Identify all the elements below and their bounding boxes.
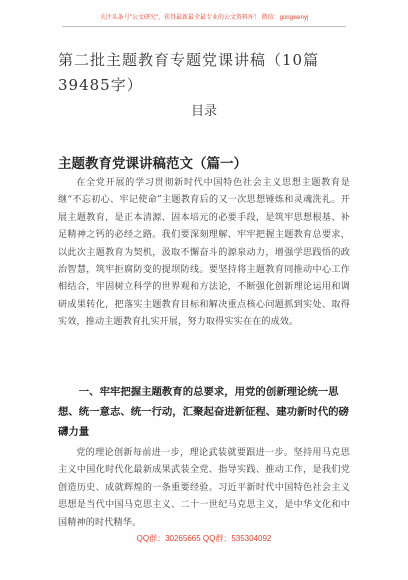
body-paragraph: 在全党开展的学习贯彻新时代中国特色社会主义思想主题教育是继“不忘初心、牢记使命”主题教育后的又一次思想锤炼和灵魂洗礼。开展主题教育，是正本清源、固本培元的必要手段，是筑牢思想根基、补足精神之钙的必经之路。我们要深刻理解、牢牢把握主题教育总要求，以此次主题教育为契机，汲取不懈奋斗的源泉动力，增强学思践悟的政治智慧，筑牢拒腐防变的提坝防线。要坚持将主题教育同推动中心工作相结合，牢固树立科学的世界观和方法论，不断强化创新理论运用和调研成果转化，把落实主题教育目标和解决重点核心问题抓到实处、取得实效，推动主题教育扎实开展，努力取得实实在在的成效。 xyxy=(58,178,350,328)
section-subheading: 一、牢牢把握主题教育的总要求，用党的创新理论统一思想、统一意志、统一行动，汇聚起奋进新征程、建功新时代的磅礴力量 xyxy=(58,387,349,438)
header-divider xyxy=(62,26,346,27)
table-of-contents-label: 目录 xyxy=(190,104,217,119)
section-title: 主题教育党课讲稿范文（篇一） xyxy=(58,156,247,171)
document-title: 第二批主题教育专题党课讲稿（10篇39485字） xyxy=(58,51,320,94)
body-paragraph: 党的理论创新每前进一步，理论武装就要跟进一步。坚持用马克思主义中国化时代化最新成果武装全党、指导实践、推动工作，是我们党创造历史、成就辉煌的一条重要经验。习近平新时代中国特色社会主义思想是当代中国马克思主义、二十一世纪马克思主义，是中华文化和中国精神的时代精华。 xyxy=(58,448,350,528)
footer-qq-groups: QQ群：30265665 QQ群：535304092 xyxy=(136,534,272,543)
header-promo-note: 关注头条号"公文研究"，获得最新最全最专业的公文资料库！ 微信：gongwenyj xyxy=(99,15,309,21)
